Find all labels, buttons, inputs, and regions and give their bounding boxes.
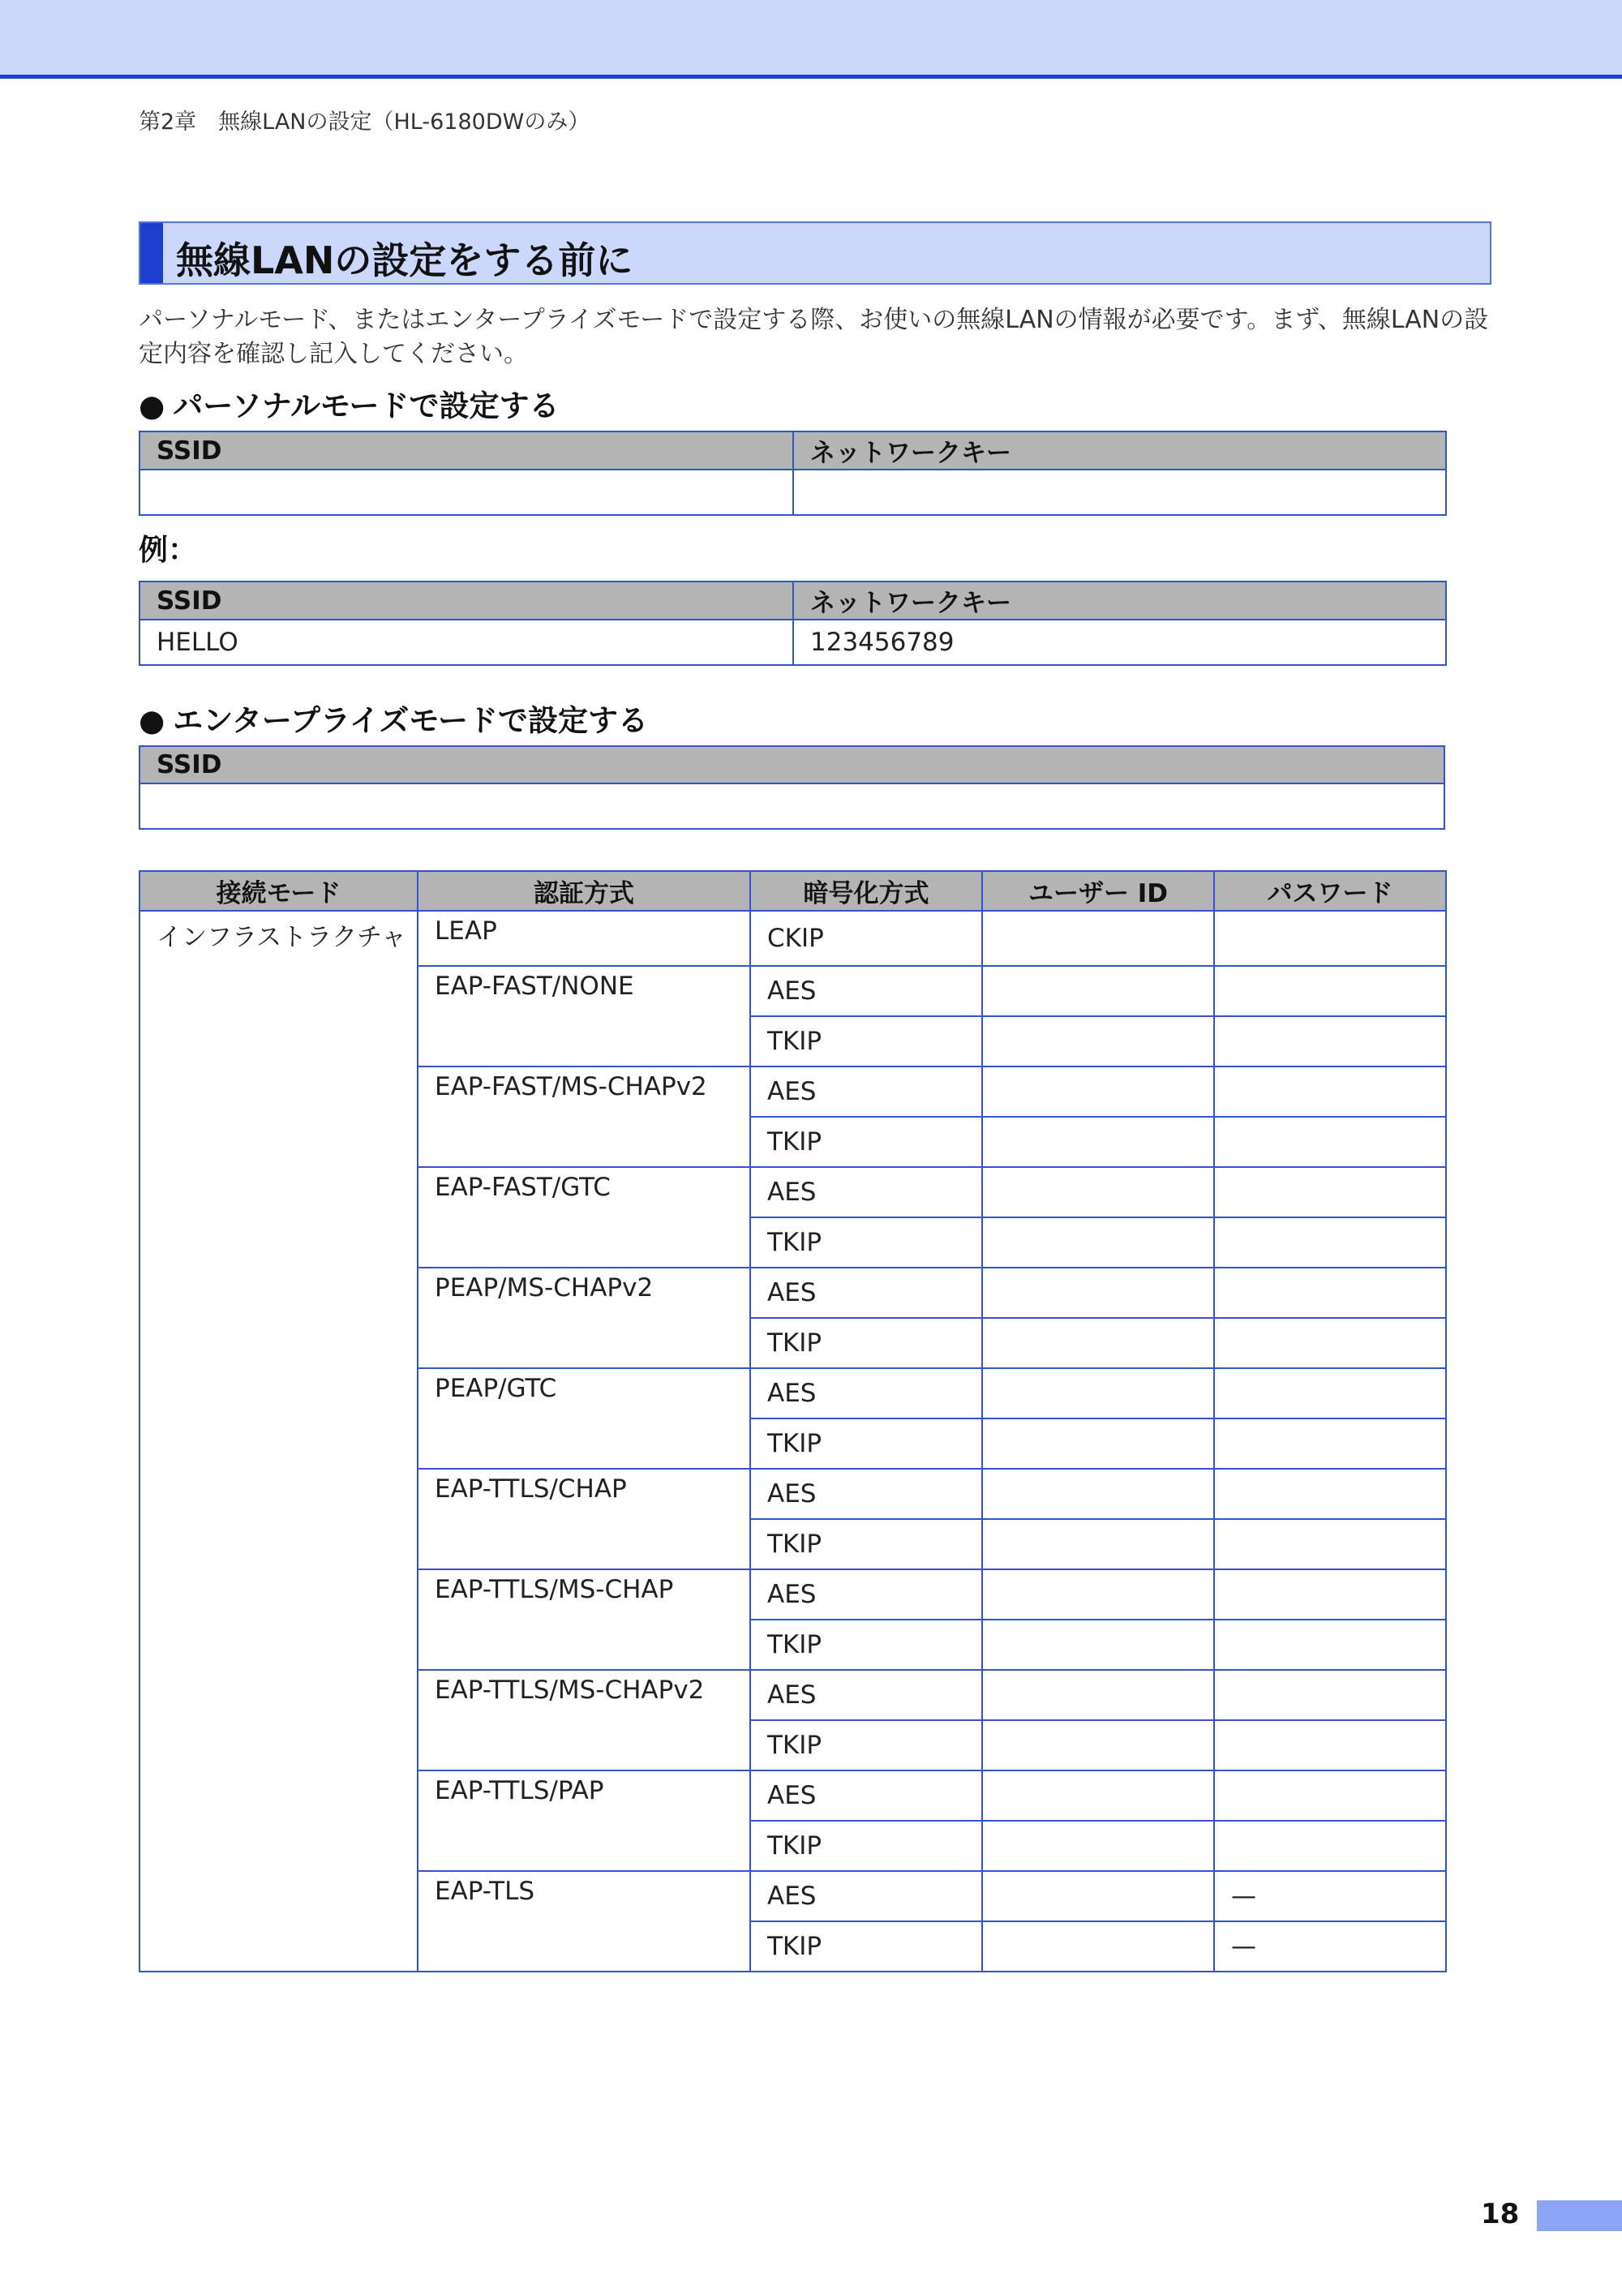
enterprise-auth-table: [139, 870, 1447, 1972]
auth-method-cell: EAP-TTLS/MS-CHAPv2: [418, 1670, 750, 1770]
auth-method-cell: EAP-TTLS/PAP: [418, 1770, 750, 1871]
auth-method-cell: PEAP/MS-CHAPv2: [418, 1268, 750, 1368]
table-row: [139, 911, 1446, 966]
password-input-cell[interactable]: [1214, 1318, 1446, 1368]
col-ssid: SSID: [139, 582, 793, 620]
encryption-cell: AES: [750, 1167, 982, 1217]
ssid-input-cell[interactable]: [139, 470, 793, 515]
personal-heading: [139, 381, 560, 425]
user-id-input-cell[interactable]: [982, 1519, 1214, 1569]
example-ssid: HELLO: [139, 620, 793, 665]
col-encryption: 暗号化方式: [750, 871, 982, 911]
auth-method-cell: EAP-TTLS/CHAP: [418, 1469, 750, 1569]
enterprise-heading-text: エンタープライズモードで設定する: [173, 703, 649, 738]
password-input-cell[interactable]: [1214, 1117, 1446, 1167]
auth-method-cell: EAP-TTLS/MS-CHAP: [418, 1569, 750, 1670]
password-input-cell[interactable]: [1214, 1620, 1446, 1670]
password-input-cell[interactable]: [1214, 1167, 1446, 1217]
auth-method-cell: LEAP: [418, 911, 750, 966]
encryption-cell: TKIP: [750, 1016, 982, 1066]
example-label: 例：: [139, 534, 198, 567]
user-id-input-cell[interactable]: [982, 1217, 1214, 1268]
user-id-input-cell[interactable]: [982, 1368, 1214, 1418]
page-number: 18: [1481, 2198, 1520, 2230]
encryption-cell: AES: [750, 1469, 982, 1519]
col-ssid: SSID: [139, 431, 793, 470]
encryption-cell: AES: [750, 1770, 982, 1821]
password-input-cell[interactable]: [1214, 1268, 1446, 1318]
enterprise-heading: [139, 696, 648, 740]
user-id-input-cell[interactable]: [982, 1066, 1214, 1117]
network-key-input-cell[interactable]: [793, 470, 1446, 515]
col-auth-method: 認証方式: [418, 871, 750, 911]
personal-example-table: [139, 581, 1447, 666]
user-id-input-cell[interactable]: [982, 1318, 1214, 1368]
encryption-cell: TKIP: [750, 1117, 982, 1167]
user-id-input-cell[interactable]: [982, 1418, 1214, 1469]
password-input-cell[interactable]: [1214, 1821, 1446, 1871]
password-input-cell[interactable]: [1214, 1569, 1446, 1620]
personal-heading-text: パーソナルモードで設定する: [173, 388, 560, 423]
password-not-required: —: [1214, 1921, 1446, 1972]
encryption-cell: TKIP: [750, 1821, 982, 1871]
title-bar: [139, 221, 1491, 285]
user-id-input-cell[interactable]: [982, 1871, 1214, 1921]
user-id-input-cell[interactable]: [982, 1670, 1214, 1720]
encryption-cell: TKIP: [750, 1217, 982, 1268]
password-input-cell[interactable]: [1214, 1066, 1446, 1117]
auth-method-cell: PEAP/GTC: [418, 1368, 750, 1469]
user-id-input-cell[interactable]: [982, 1620, 1214, 1670]
password-input-cell[interactable]: [1214, 1016, 1446, 1066]
encryption-cell: AES: [750, 1569, 982, 1620]
encryption-cell: TKIP: [750, 1318, 982, 1368]
intro-paragraph: パーソナルモード、またはエンタープライズモードで設定する際、お使いの無線LANの情報が必要です。まず、無線LANの設定内容を確認し記入してください。: [139, 306, 1489, 368]
encryption-cell: AES: [750, 1368, 982, 1418]
user-id-input-cell[interactable]: [982, 1770, 1214, 1821]
encryption-cell: CKIP: [750, 911, 982, 966]
user-id-input-cell[interactable]: [982, 1016, 1214, 1066]
col-user-id: ユーザー ID: [982, 871, 1214, 911]
encryption-cell: AES: [750, 1066, 982, 1117]
password-not-required: —: [1214, 1871, 1446, 1921]
user-id-input-cell[interactable]: [982, 1569, 1214, 1620]
password-input-cell[interactable]: [1214, 966, 1446, 1016]
user-id-input-cell[interactable]: [982, 966, 1214, 1016]
user-id-input-cell[interactable]: [982, 1268, 1214, 1318]
col-connection-mode: 接続モード: [139, 871, 418, 911]
user-id-input-cell[interactable]: [982, 1921, 1214, 1972]
password-input-cell[interactable]: [1214, 1469, 1446, 1519]
personal-input-table: [139, 431, 1447, 516]
user-id-input-cell[interactable]: [982, 1167, 1214, 1217]
password-input-cell[interactable]: [1214, 911, 1446, 966]
user-id-input-cell[interactable]: [982, 1117, 1214, 1167]
page-title: 無線LANの設定をする前に: [176, 238, 633, 282]
password-input-cell[interactable]: [1214, 1418, 1446, 1469]
encryption-cell: TKIP: [750, 1720, 982, 1770]
col-ssid: SSID: [139, 746, 1444, 783]
encryption-cell: TKIP: [750, 1418, 982, 1469]
auth-method-cell: EAP-TLS: [418, 1871, 750, 1972]
encryption-cell: TKIP: [750, 1620, 982, 1670]
auth-method-cell: EAP-FAST/MS-CHAPv2: [418, 1066, 750, 1167]
col-network-key: ネットワークキー: [793, 582, 1446, 620]
encryption-cell: AES: [750, 1670, 982, 1720]
encryption-cell: AES: [750, 1871, 982, 1921]
encryption-cell: AES: [750, 966, 982, 1016]
example-key: 123456789: [793, 620, 1446, 665]
col-password: パスワード: [1214, 871, 1446, 911]
encryption-cell: AES: [750, 1268, 982, 1318]
enterprise-ssid-input-cell[interactable]: [139, 783, 1444, 829]
auth-method-cell: EAP-FAST/NONE: [418, 966, 750, 1066]
header-band: [0, 0, 1622, 79]
user-id-input-cell[interactable]: [982, 1469, 1214, 1519]
encryption-cell: TKIP: [750, 1519, 982, 1569]
auth-method-cell: EAP-FAST/GTC: [418, 1167, 750, 1268]
password-input-cell[interactable]: [1214, 1720, 1446, 1770]
enterprise-ssid-table: [139, 745, 1445, 830]
bullet-icon: ●: [139, 703, 165, 738]
password-input-cell[interactable]: [1214, 1217, 1446, 1268]
bullet-icon: ●: [139, 388, 165, 423]
title-accent: [140, 223, 163, 283]
user-id-input-cell[interactable]: [982, 1720, 1214, 1770]
password-input-cell[interactable]: [1214, 1368, 1446, 1418]
user-id-input-cell[interactable]: [982, 1821, 1214, 1871]
connection-mode-cell: インフラストラクチャ: [139, 911, 418, 1972]
password-input-cell[interactable]: [1214, 1519, 1446, 1569]
password-input-cell[interactable]: [1214, 1770, 1446, 1821]
running-head: 第2章 無線LANの設定（HL-6180DWのみ）: [139, 109, 590, 135]
password-input-cell[interactable]: [1214, 1670, 1446, 1720]
encryption-cell: TKIP: [750, 1921, 982, 1972]
user-id-input-cell[interactable]: [982, 911, 1214, 966]
col-network-key: ネットワークキー: [793, 431, 1446, 470]
page-tab: [1537, 2200, 1622, 2231]
